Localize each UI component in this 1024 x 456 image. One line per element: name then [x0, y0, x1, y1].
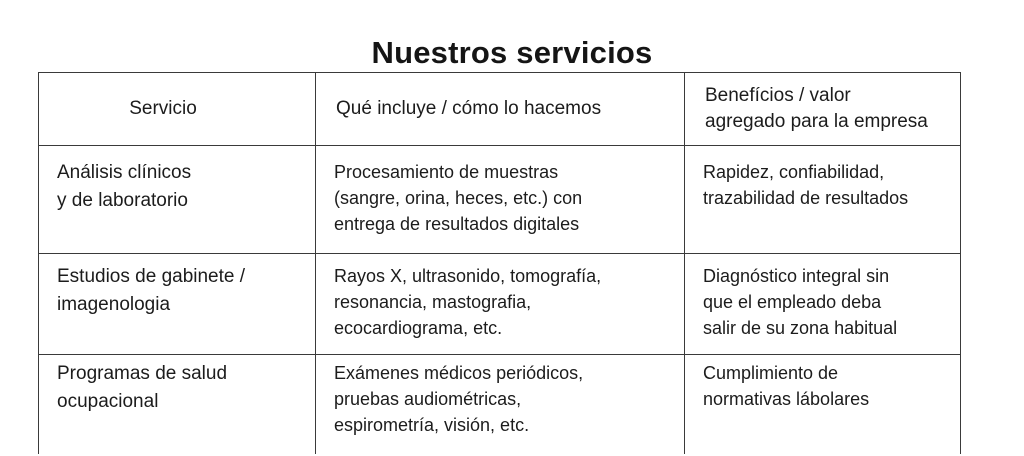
- header-includes-label: Qué incluye / cómo lo hacemos: [336, 98, 602, 119]
- includes-cell: [316, 355, 685, 456]
- service-name: Programas de salud ocupacional: [57, 363, 228, 412]
- service-name: Análisis clínicos y de laboratorio: [57, 162, 192, 211]
- service-cell: [39, 146, 316, 254]
- includes-text: Procesamiento de muestras (sangre, orina, heces, etc.) con entrega de resultados digitales: [334, 162, 583, 234]
- benefits-text: Rapidez, confiabilidad, trazabilidad de resultados: [703, 162, 909, 208]
- table-row: [39, 254, 961, 355]
- page-title: Nuestros servicios: [371, 34, 653, 70]
- table-header: [39, 73, 961, 146]
- header-benefits: [685, 73, 961, 146]
- includes-cell: [316, 254, 685, 355]
- table-row: [39, 355, 961, 456]
- service-name: Estudios de gabinete / imagenologia: [57, 266, 246, 315]
- benefits-cell: [685, 146, 961, 254]
- table-row: [39, 146, 961, 254]
- services-table: [38, 72, 961, 456]
- service-cell: [39, 254, 316, 355]
- header-service-label: Servicio: [129, 98, 197, 119]
- header-includes: [316, 73, 685, 146]
- benefits-text: Cumplimiento de normativas lábolares: [703, 363, 870, 409]
- table-body: [39, 146, 961, 456]
- benefits-text: Diagnóstico integral sin que el empleado deba salir de su zona habitual: [703, 266, 898, 338]
- header-row: [39, 73, 961, 146]
- header-benefits-label: Benefícios / valor agregado para la empresa: [705, 85, 928, 132]
- benefits-cell: [685, 355, 961, 456]
- includes-cell: [316, 146, 685, 254]
- service-cell: [39, 355, 316, 456]
- header-service: [39, 73, 316, 146]
- includes-text: Exámenes médicos periódicos, pruebas audiométricas, espirometría, visión, etc.: [334, 363, 584, 435]
- includes-text: Rayos X, ultrasonido, tomografía, resonancia, mastografia, ecocardiograma, etc.: [334, 266, 602, 338]
- benefits-cell: [685, 254, 961, 355]
